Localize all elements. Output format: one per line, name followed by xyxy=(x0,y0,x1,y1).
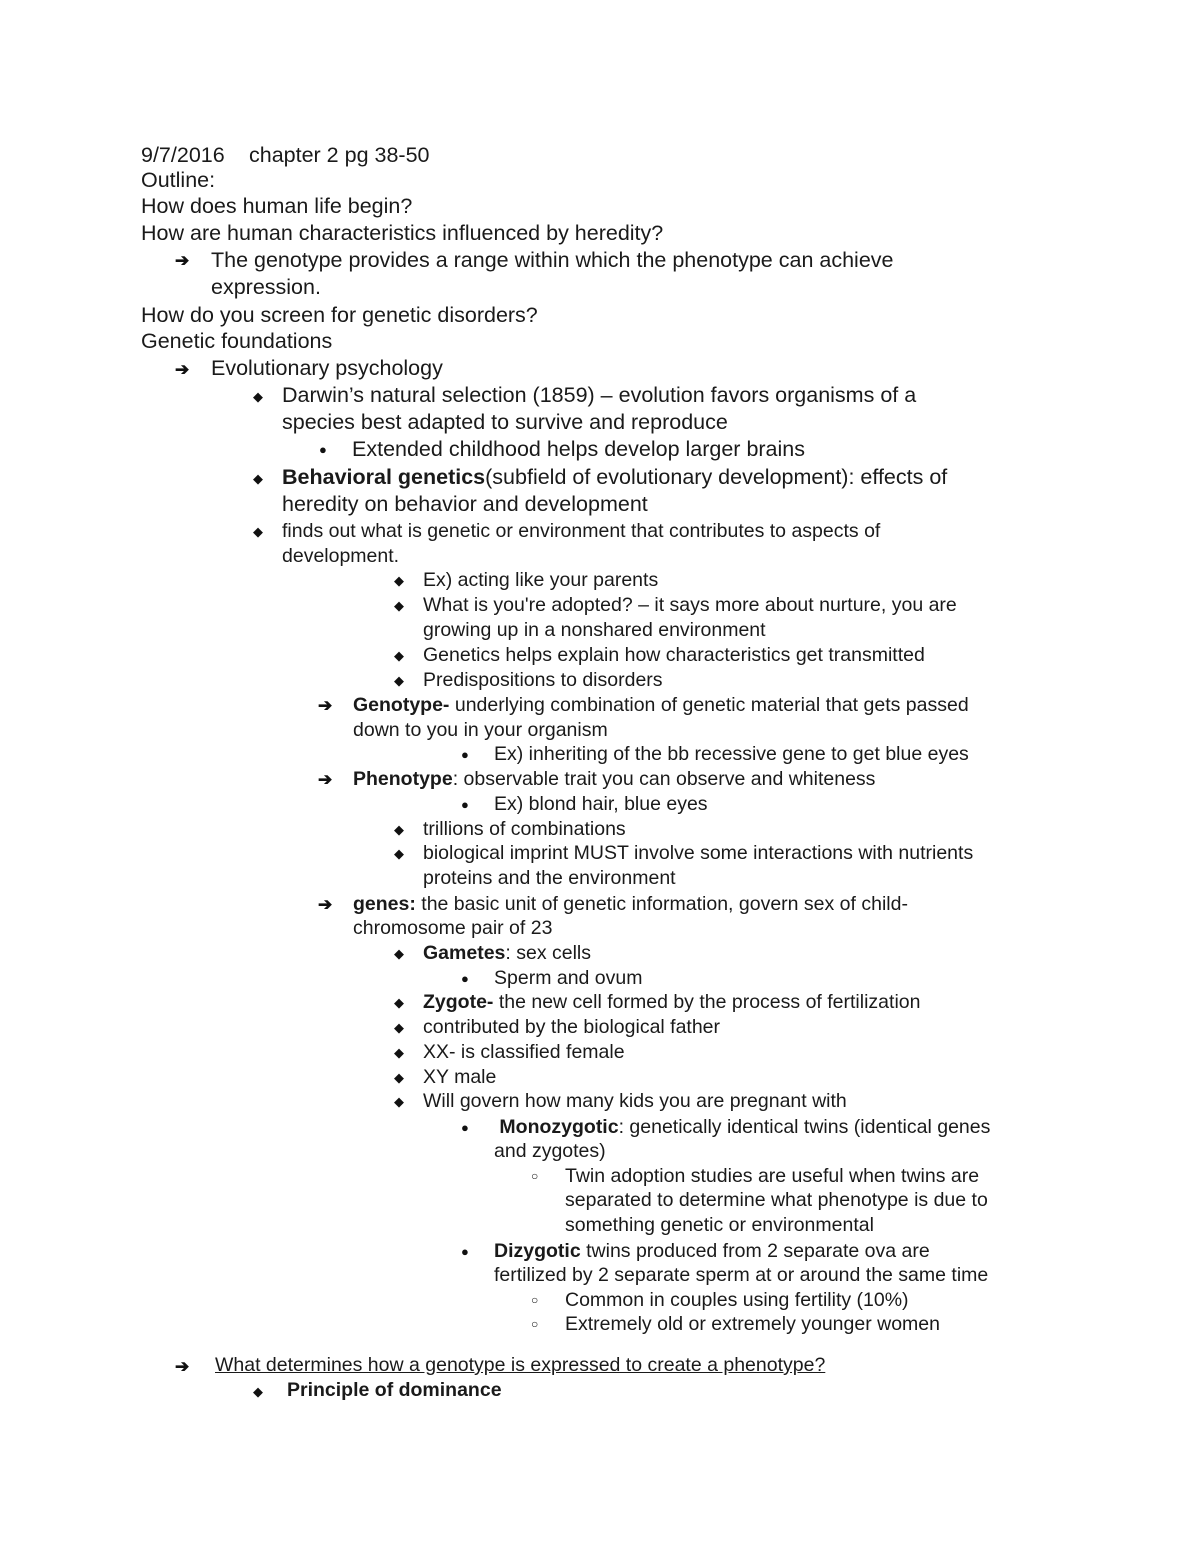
outline-title: Outline: xyxy=(141,168,216,192)
list-item-text xyxy=(353,696,969,716)
list-item-text xyxy=(353,895,908,915)
outline-question: How does human life begin? xyxy=(141,194,413,218)
list-item-text xyxy=(353,770,875,790)
list-item-text: XY male xyxy=(423,1066,497,1088)
list-item-text: chromosome pair of 23 xyxy=(353,917,553,939)
chapter-text: chapter 2 pg 38-50 xyxy=(249,143,430,167)
arrow-bullet-icon: ➔ xyxy=(318,895,333,914)
underlined-question: What determines how a genotype is expressed to create a phenotype? xyxy=(215,1354,826,1376)
arrow-bullet-icon: ➔ xyxy=(175,360,190,379)
circle-bullet-icon: ○ xyxy=(531,1293,539,1307)
arrow-bullet-icon: ➔ xyxy=(175,251,190,270)
list-item-text xyxy=(423,993,920,1013)
diamond-bullet-icon: ◆ xyxy=(394,1094,404,1109)
list-item-text xyxy=(282,467,947,489)
diamond-bullet-icon: ◆ xyxy=(394,1070,404,1085)
dot-bullet-icon: ● xyxy=(461,1244,469,1259)
list-item-text: Common in couples using fertility (10%) xyxy=(565,1289,909,1311)
list-item-text: development. xyxy=(282,545,400,567)
term-bold: Zygote- xyxy=(423,991,494,1013)
principle-heading: Principle of dominance xyxy=(287,1379,502,1401)
list-item-text: and zygotes) xyxy=(494,1140,606,1162)
diamond-bullet-icon: ◆ xyxy=(394,946,404,961)
term-definition: : genetically identical twins (identical genes xyxy=(618,1116,991,1138)
list-item-text: Ex) blond hair, blue eyes xyxy=(494,793,708,815)
diamond-bullet-icon: ◆ xyxy=(394,648,404,663)
dot-bullet-icon: ● xyxy=(319,442,327,457)
term-definition: (subfield of evolutionary development): effects of xyxy=(485,465,948,489)
term-bold: Phenotype xyxy=(353,768,453,790)
arrow-bullet-icon: ➔ xyxy=(318,770,333,789)
diamond-bullet-icon: ◆ xyxy=(394,1045,404,1060)
dot-bullet-icon: ● xyxy=(461,1120,469,1135)
list-item-text: Genetics helps explain how characteristics get transmitted xyxy=(423,644,925,666)
term-definition: : observable trait you can observe and whiteness xyxy=(452,768,876,790)
diamond-bullet-icon: ◆ xyxy=(394,1020,404,1035)
list-item-text: something genetic or environmental xyxy=(565,1214,874,1236)
diamond-bullet-icon: ◆ xyxy=(394,598,404,613)
list-item-text: biological imprint MUST involve some interactions with nutrients xyxy=(423,842,974,864)
term-definition: the basic unit of genetic information, govern sex of child- xyxy=(415,893,908,915)
list-item-text: trillions of combinations xyxy=(423,818,626,840)
diamond-bullet-icon: ◆ xyxy=(253,1384,263,1399)
list-item-text: expression. xyxy=(211,275,321,299)
circle-bullet-icon: ○ xyxy=(531,1317,539,1331)
diamond-bullet-icon: ◆ xyxy=(394,573,404,588)
term-bold: Genotype- xyxy=(353,694,450,716)
term-definition: twins produced from 2 separate ova are xyxy=(580,1240,930,1262)
term-definition: the new cell formed by the process of fertilization xyxy=(493,991,921,1013)
list-item-text: What is you're adopted? – it says more about nurture, you are xyxy=(423,594,957,616)
arrow-bullet-icon: ➔ xyxy=(175,1357,190,1376)
list-item-text: XX- is classified female xyxy=(423,1041,625,1063)
list-item-text: Will govern how many kids you are pregnant with xyxy=(423,1090,847,1112)
list-item-text: contributed by the biological father xyxy=(423,1016,721,1038)
list-item-text: Predispositions to disorders xyxy=(423,669,663,691)
list-item-text: The genotype provides a range within which the phenotype can achieve xyxy=(211,248,894,272)
list-item-text: fertilized by 2 separate sperm at or around the same time xyxy=(494,1264,989,1286)
term-definition: underlying combination of genetic material that gets passed xyxy=(449,694,969,716)
diamond-bullet-icon: ◆ xyxy=(253,471,263,486)
circle-bullet-icon: ○ xyxy=(531,1169,539,1183)
list-item-text: proteins and the environment xyxy=(423,867,676,889)
list-item-text xyxy=(494,1118,990,1138)
diamond-bullet-icon: ◆ xyxy=(253,389,263,404)
date-text: 9/7/2016 xyxy=(141,143,225,167)
list-item-text: Ex) inheriting of the bb recessive gene to get blue eyes xyxy=(494,743,969,765)
diamond-bullet-icon: ◆ xyxy=(394,673,404,688)
term-definition: : sex cells xyxy=(505,942,591,964)
term-bold: Dizygotic xyxy=(494,1240,581,1262)
list-item-text: finds out what is genetic or environment that contributes to aspects of xyxy=(282,520,881,542)
term-bold: Gametes xyxy=(423,942,506,964)
list-item-text: separated to determine what phenotype is due to xyxy=(565,1189,988,1211)
outline-question: How are human characteristics influenced by heredity? xyxy=(141,221,664,245)
list-item-text: growing up in a nonshared environment xyxy=(423,619,766,641)
dot-bullet-icon: ● xyxy=(461,797,469,812)
list-item-text xyxy=(494,1242,930,1262)
dot-bullet-icon: ● xyxy=(461,971,469,986)
term-bold: genes: xyxy=(353,893,416,915)
section-heading: Genetic foundations xyxy=(141,329,333,353)
list-item-text xyxy=(423,944,591,964)
dot-bullet-icon: ● xyxy=(461,747,469,762)
term-bold: Monozygotic xyxy=(494,1116,619,1138)
list-item-text: down to you in your organism xyxy=(353,719,608,741)
diamond-bullet-icon: ◆ xyxy=(394,995,404,1010)
list-item-text: Sperm and ovum xyxy=(494,967,643,989)
list-item-text: heredity on behavior and development xyxy=(282,492,648,516)
diamond-bullet-icon: ◆ xyxy=(394,822,404,837)
list-item-text: Extremely old or extremely younger women xyxy=(565,1313,940,1335)
diamond-bullet-icon: ◆ xyxy=(394,846,404,861)
list-item-text: Extended childhood helps develop larger brains xyxy=(352,437,806,461)
list-item-text: Evolutionary psychology xyxy=(211,356,443,380)
term-bold: Behavioral genetics xyxy=(282,465,486,489)
list-item-text: Ex) acting like your parents xyxy=(423,569,659,591)
arrow-bullet-icon: ➔ xyxy=(318,696,333,715)
diamond-bullet-icon: ◆ xyxy=(253,524,263,539)
outline-question: How do you screen for genetic disorders? xyxy=(141,303,538,327)
list-item-text: Darwin’s natural selection (1859) – evolution favors organisms of a xyxy=(282,383,917,407)
list-item-text: species best adapted to survive and reproduce xyxy=(282,410,728,434)
list-item-text: Twin adoption studies are useful when twins are xyxy=(565,1165,980,1187)
